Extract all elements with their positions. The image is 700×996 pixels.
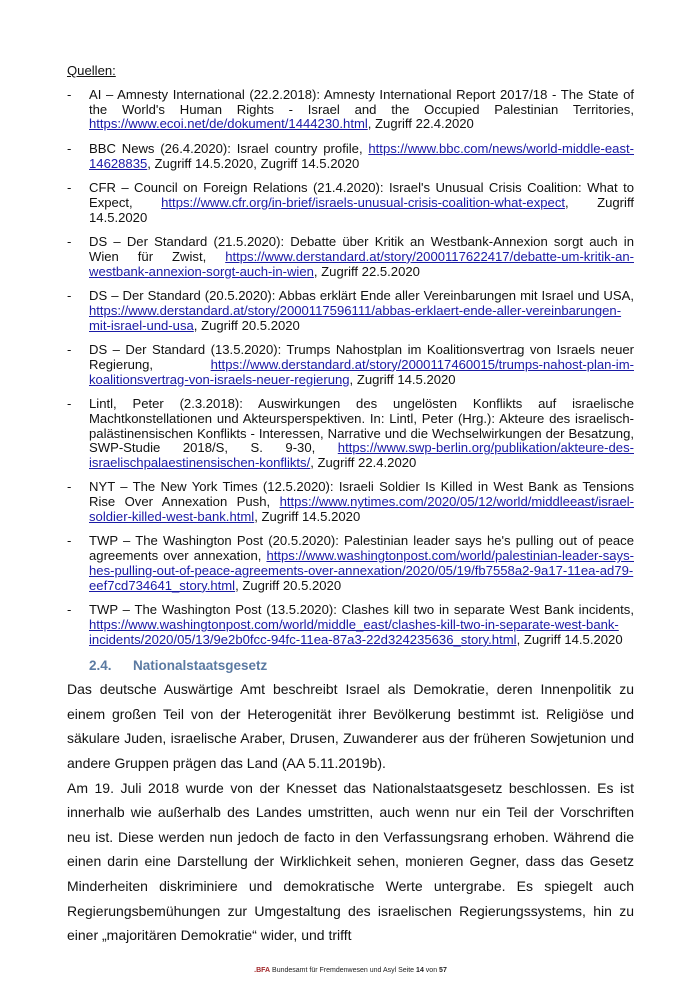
reference-text: DS – Der Standard (13.5.2020): Trumps Nahostplan im Koalitionsvertrag von Israels neuer Regierung,: [89, 341, 634, 372]
list-dash: -: [67, 179, 72, 195]
list-dash: -: [67, 602, 72, 618]
reference-item: [67, 181, 634, 225]
reference-access-date: , Zugriff 14.5.2020: [89, 194, 634, 225]
reference-link[interactable]: https://www.derstandard.at/story/2000117622417/debatte-um-kritik-an-westbank-annexion-sorgt-auch-in-wien: [89, 248, 634, 279]
reference-access-date: , Zugriff 22.5.2020: [313, 263, 420, 279]
page-footer: [67, 966, 634, 976]
reference-access-date: , Zugriff 20.5.2020: [193, 317, 300, 333]
reference-text: DS – Der Standard (20.5.2020): Abbas erklärt Ende aller Vereinbarungen mit Israel und USA,: [89, 287, 634, 303]
list-dash: -: [67, 287, 72, 303]
list-dash: -: [67, 479, 72, 495]
section-number: 2.4.: [89, 658, 112, 674]
reference-access-date: , Zugriff 14.5.2020: [254, 509, 361, 525]
list-dash: -: [67, 341, 72, 357]
reference-item: [67, 397, 634, 471]
list-dash: -: [67, 533, 72, 549]
reference-item: [67, 343, 634, 387]
list-dash: -: [67, 140, 72, 156]
reference-item: [67, 480, 634, 524]
reference-body: [89, 534, 634, 593]
body-text: [67, 677, 634, 948]
reference-text: CFR – Council on Foreign Relations (21.4.2020): Israel's Unusual Crisis Coalition: What to Expect,: [89, 179, 634, 210]
reference-item: [67, 235, 634, 279]
list-dash: -: [67, 86, 72, 102]
footer-org: Bundesamt für Fremdenwesen und Asyl: [272, 966, 397, 974]
reference-access-date: , Zugriff 14.5.2020: [516, 631, 623, 647]
reference-link[interactable]: https://www.ecoi.net/de/dokument/1444230.html: [89, 116, 368, 132]
reference-link[interactable]: https://www.washingtonpost.com/world/palestinian-leader-says-hes-pulling-out-of-peace-agreements-over-annexation/2020/05/19/fb7558a2-9a17-11ea-ad79-eef7cd734641_story.html: [89, 548, 634, 593]
reference-body: [89, 343, 634, 387]
list-dash: -: [67, 233, 72, 249]
reference-body: [89, 289, 634, 333]
reference-access-date: , Zugriff 22.4.2020: [310, 455, 417, 471]
reference-body: [89, 603, 634, 647]
reference-list: [67, 88, 634, 648]
footer-page-label: Seite: [398, 966, 415, 974]
reference-text: TWP – The Washington Post (13.5.2020): Clashes kill two in separate West Bank incidents,: [89, 602, 634, 618]
reference-access-date: , Zugriff 14.5.2020: [349, 371, 456, 387]
reference-link[interactable]: https://www.derstandard.at/story/2000117596111/abbas-erklaert-ende-aller-vereinbarungen-mit-israel-und-usa: [89, 302, 622, 333]
reference-item: [67, 603, 634, 647]
page-number: 14: [416, 966, 424, 974]
list-dash: -: [67, 395, 72, 411]
reference-link[interactable]: https://www.swp-berlin.org/publikation/akteure-des-israelischpalaestinensischen-konflikts/: [89, 440, 634, 471]
reference-text: BBC News (26.4.2020): Israel country profile,: [89, 140, 369, 156]
reference-link[interactable]: https://www.nytimes.com/2020/05/12/world/middleeast/israel-soldier-killed-west-bank.html: [89, 494, 634, 525]
sources-title: Quellen:: [67, 63, 116, 78]
page-total: 57: [439, 966, 447, 974]
reference-link[interactable]: https://www.derstandard.at/story/2000117460015/trumps-nahost-plan-im-koalitionsvertrag-von-israels-neuer-regierung: [89, 356, 634, 387]
reference-text: NYT – The New York Times (12.5.2020): Israeli Soldier Is Killed in West Bank as Tensions Rise Over Annexation Push,: [89, 479, 634, 510]
section-heading: [89, 657, 634, 675]
paragraph: Am 19. Juli 2018 wurde von der Knesset das Nationalstaatsgesetz beschlossen. Es ist innerhalb wie außerhalb des Landes umstritten, auch wenn nur ein Teil der Vorschriften neu ist. Diese werden nun jedoch de facto in den Verfassungsrang erhoben. Während die einen darin eine Darstellung der Wirklichkeit sehen, monieren Gegner, dass das Gesetz Minderheiten diskriminiere und demokratische Werte untergrabe. Es spiegelt auch Regierungsbemühungen zur Umgestaltung des israelischen Regierungssystems, hin zu einer „majoritären Demokratie“ wider, und trifft: [67, 779, 634, 944]
footer-of-label: von: [425, 966, 438, 974]
reference-body: [89, 181, 634, 225]
paragraph: Das deutsche Auswärtige Amt beschreibt Israel als Demokratie, deren Innenpolitik zu einem großen Teil von der Heterogenität ihrer Bevölkerung bestimmt ist. Religiöse und säkulare Juden, israelische Araber, Drusen, Zuwanderer aus der früheren Sowjetunion und andere Gruppen prägen das Land (AA 5.11.2019b).: [67, 681, 634, 772]
reference-text: TWP – The Washington Post (20.5.2020): Palestinian leader says he's pulling out of peace agreements over annexation,: [89, 533, 634, 564]
reference-body: [89, 480, 634, 524]
reference-access-date: , Zugriff 20.5.2020: [235, 577, 342, 593]
sources-section: [67, 64, 634, 648]
reference-text: DS – Der Standard (21.5.2020): Debatte über Kritik an Westbank-Annexion sorgt auch in Wien für Zwist,: [89, 233, 634, 264]
reference-text: Lintl, Peter (2.3.2018): Auswirkungen des ungelösten Konflikts auf israelische Machtkonstellationen und Akteursperspektiven. In: Lintl, Peter (Hrg.): Akteure des israelisch-palästinensischen Konflikts - Interessen, Narrative und die Wechselwirkungen der Besatzung, SWP-Studie 2018/S, S. 9-30,: [89, 395, 634, 456]
reference-link[interactable]: https://www.cfr.org/in-brief/israels-unusual-crisis-coalition-what-expect: [161, 194, 566, 210]
section-title: Nationalstaatsgesetz: [133, 658, 268, 674]
bfa-logo: .BFA: [254, 966, 271, 974]
reference-item: [67, 142, 634, 172]
reference-access-date: , Zugriff 14.5.2020, Zugriff 14.5.2020: [147, 155, 360, 171]
reference-body: [89, 397, 634, 471]
reference-link[interactable]: https://www.bbc.com/news/world-middle-east-14628835: [89, 140, 634, 171]
reference-body: [89, 88, 634, 132]
reference-item: [67, 534, 634, 593]
reference-body: [89, 235, 634, 279]
reference-body: [89, 142, 634, 172]
reference-item: [67, 289, 634, 333]
reference-access-date: , Zugriff 22.4.2020: [367, 116, 474, 132]
reference-item: [67, 88, 634, 132]
reference-link[interactable]: https://www.washingtonpost.com/world/middle_east/clashes-kill-two-in-separate-west-bank-incidents/2020/05/13/9e2b0fcc-94fc-11ea-87a3-22d324235636_story.html: [89, 617, 619, 647]
reference-text: AI – Amnesty International (22.2.2018): Amnesty International Report 2017/18 - The State of the World's Human Rights - Israel and the Occupied Palestinian Territories,: [89, 86, 634, 117]
